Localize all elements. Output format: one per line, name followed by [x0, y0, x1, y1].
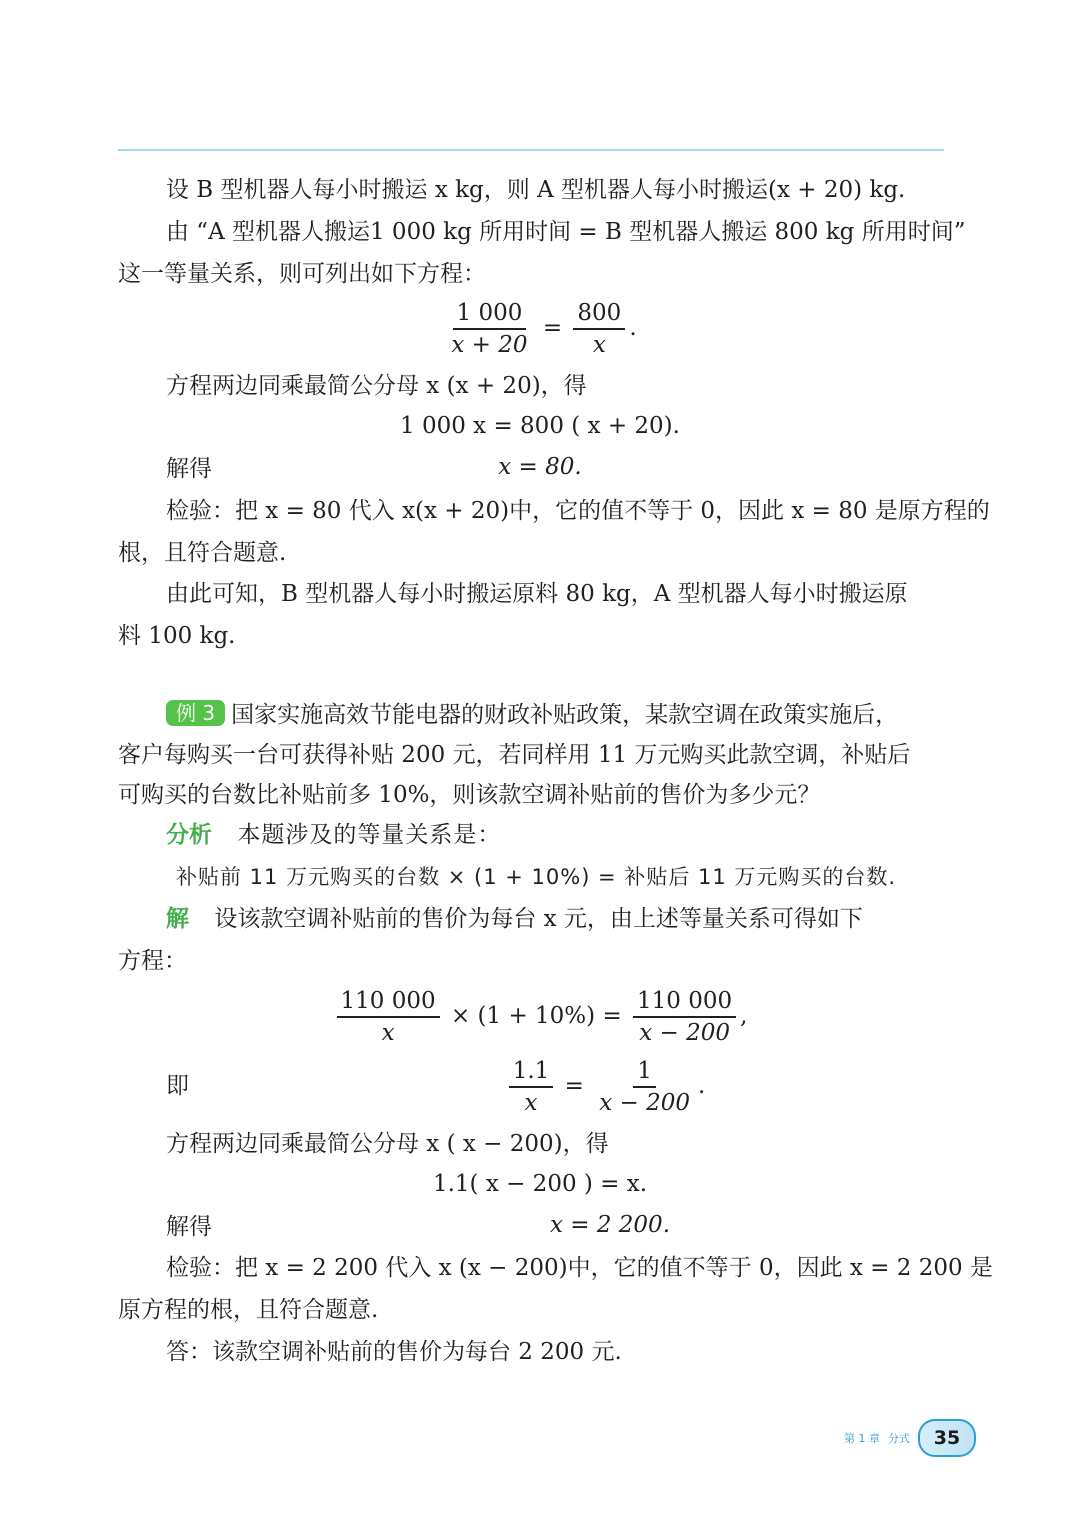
equation-3: x = 80. — [498, 454, 582, 480]
solve-label-1: 解得 — [166, 456, 212, 482]
ji-label: 即 — [166, 1073, 189, 1099]
example-question-line-1 — [166, 700, 948, 730]
denominator: x + 20 — [451, 332, 528, 358]
equation-1 — [0, 300, 1080, 358]
numerator: 110 000 — [633, 988, 736, 1018]
fraction-right — [633, 988, 736, 1046]
middle-expression: × (1 + 10%) = — [450, 1003, 622, 1029]
example-question-line-3: 可购买的台数比补贴前多 10%，则该款空调补贴前的售价为多少元？ — [118, 782, 821, 808]
solve-label-2: 解得 — [166, 1214, 212, 1240]
text-line-1: 设 B 型机器人每小时搬运 x kg，则 A 型机器人每小时搬运(x + 20) kg. — [166, 177, 906, 203]
solution-line-1 — [166, 904, 948, 934]
denominator: x — [524, 1090, 538, 1116]
numerator: 1.1 — [509, 1058, 554, 1088]
example-badge: 例 3 — [166, 700, 225, 726]
solution-line-5: 检验：把 x = 2 200 代入 x (x − 200)中，它的值不等于 0，因此 x = 2 200 是 — [166, 1255, 993, 1281]
denominator: x — [592, 332, 606, 358]
equation-4 — [0, 988, 1080, 1046]
numerator: 1 000 — [453, 300, 527, 330]
text-line-8: 由此可知，B 型机器人每小时搬运原料 80 kg，A 型机器人每小时搬运原 — [166, 581, 908, 607]
solution-line-3: 方程两边同乘最简公分母 x ( x − 200)，得 — [166, 1131, 609, 1157]
page-footer — [844, 1420, 976, 1456]
numerator: 1 — [633, 1058, 656, 1088]
example-question-text: 国家实施高效节能电器的财政补贴政策，某款空调在政策实施后， — [231, 702, 899, 728]
chapter-label: 第 1 章 — [844, 1432, 880, 1445]
answer-line: 答：该款空调补贴前的售价为每台 2 200 元. — [166, 1339, 622, 1365]
analysis-text: 本题涉及的等量关系是： — [237, 822, 502, 848]
fraction-left — [509, 1058, 554, 1116]
page-number: 35 — [918, 1419, 976, 1457]
text-line-2: 由 “A 型机器人搬运1 000 kg 所用时间 = B 型机器人搬运 800 kg 所用时间” — [166, 219, 966, 245]
numerator: 800 — [573, 300, 625, 330]
denominator: x − 200 — [599, 1090, 690, 1116]
denominator: x — [381, 1020, 395, 1046]
numerator: 110 000 — [337, 988, 440, 1018]
section-label: 分式 — [888, 1432, 910, 1445]
relation-line: 补贴前 11 万元购买的台数 × (1 + 10%) = 补贴后 11 万元购买的台数. — [176, 865, 897, 889]
text-line-6: 检验：把 x = 80 代入 x(x + 20)中，它的值不等于 0，因此 x = 80 是原方程的 — [166, 498, 990, 524]
fraction-right — [573, 300, 625, 358]
text-line-9: 料 100 kg. — [118, 623, 236, 649]
equation-5 — [0, 1058, 1080, 1116]
text-line-7: 根，且符合题意. — [118, 540, 287, 566]
analysis-label: 分析 — [166, 822, 212, 848]
comma: , — [740, 1003, 748, 1029]
fraction-left — [337, 988, 440, 1046]
example-question-line-2: 客户每购买一台可获得补贴 200 元，若同样用 11 万元购买此款空调，补贴后 — [118, 742, 911, 768]
solution-line-2: 方程： — [118, 948, 187, 974]
text-line-4: 方程两边同乘最简公分母 x (x + 20)，得 — [166, 373, 587, 399]
solution-line-6: 原方程的根，且符合题意. — [118, 1297, 379, 1323]
text-line-3: 这一等量关系，则可列出如下方程： — [118, 261, 486, 287]
fraction-right — [595, 1058, 694, 1116]
fraction-left — [447, 300, 531, 358]
analysis-line — [166, 820, 948, 850]
equals-sign: = — [564, 1073, 584, 1099]
period: . — [629, 315, 637, 341]
equation-6: 1.1( x − 200 ) = x. — [432, 1171, 648, 1197]
denominator: x − 200 — [639, 1020, 730, 1046]
equals-sign: = — [542, 315, 563, 341]
header-rule — [118, 149, 944, 151]
solution-label: 解 — [166, 906, 189, 932]
equation-2: 1 000 x = 800 ( x + 20). — [400, 413, 680, 439]
period: . — [697, 1073, 706, 1099]
equation-7: x = 2 200. — [549, 1212, 671, 1238]
solution-text: 设该款空调补贴前的售价为每台 x 元，由上述等量关系可得如下 — [214, 906, 863, 932]
